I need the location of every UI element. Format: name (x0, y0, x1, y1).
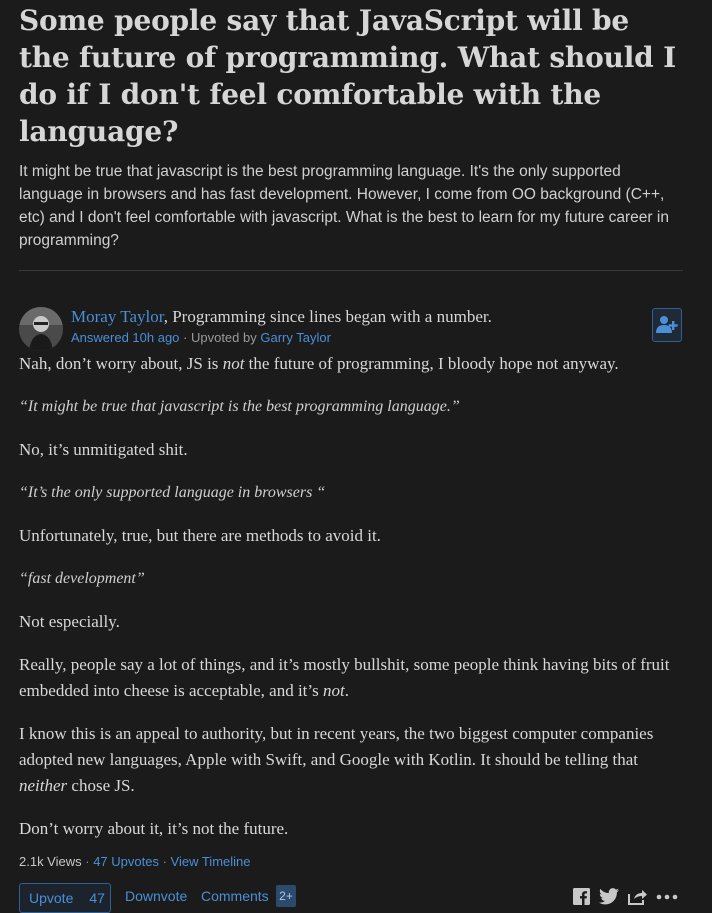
answer-paragraph: No, it’s unmitigated shit. (19, 440, 188, 459)
answer-quote: “fast development” (19, 570, 145, 587)
answered-time[interactable]: Answered 10h ago (71, 330, 180, 345)
answer-body (19, 351, 683, 842)
question-title[interactable]: Some people say that JavaScript will be the future of programming. What should I do if I don't feel comfortable with the language? (19, 4, 676, 148)
avatar-photo-icon (19, 307, 63, 351)
comments-count-badge[interactable]: 2+ (276, 885, 296, 907)
text-run: chose JS. (67, 776, 135, 795)
author-credential: , Programming since lines began with a number. (163, 307, 492, 326)
divider (19, 270, 683, 271)
text-run: I know this is an appeal to authority, but in recent years, the two biggest computer companies adopted new languages, Apple with Swift, and Google with Kotlin. It should be telling that (19, 724, 654, 769)
answer-paragraph: Not especially. (19, 612, 120, 631)
separator: · (158, 854, 171, 869)
comments-button[interactable]: Comments (201, 888, 269, 904)
share-bar (573, 888, 678, 905)
answer-quote: “It might be true that javascript is the best programming language.” (19, 398, 460, 415)
answer-header (19, 307, 683, 351)
upvote-label: Upvote (29, 890, 74, 906)
question-details: It might be true that javascript is the best programming language. It's the only supported language in browsers and has fast development. However, I come from OO background (C++, etc) and I don't feel comfortable with javascript. What is the best to learn for my future career in programming? (19, 163, 669, 249)
answer-quote: “It’s the only supported language in browsers “ (19, 484, 326, 501)
more-icon[interactable] (656, 894, 678, 900)
answer-actions (19, 883, 683, 913)
twitter-icon[interactable] (599, 888, 619, 905)
text-run: the future of programming, I bloody hope not anyway. (244, 354, 619, 373)
page (19, 0, 683, 913)
text-run: . (344, 681, 349, 700)
answer-paragraph (19, 721, 683, 799)
answer-paragraph (19, 351, 683, 377)
upvoted-by-prefix: · Upvoted by (179, 330, 261, 345)
emphasis: not (222, 354, 245, 373)
share-icon[interactable] (628, 888, 647, 905)
author-line (71, 306, 492, 328)
facebook-icon[interactable] (573, 888, 590, 905)
add-user-icon (656, 315, 678, 335)
separator: · (81, 854, 94, 869)
emphasis: neither (19, 776, 68, 795)
answer-stats (19, 853, 683, 871)
upvote-count: 47 (89, 890, 105, 906)
avatar[interactable] (19, 307, 63, 351)
view-timeline-link[interactable]: View Timeline (170, 854, 251, 869)
author-name[interactable]: Moray Taylor (71, 307, 164, 326)
views-count: 2.1k Views (19, 854, 82, 869)
follow-button[interactable] (652, 308, 682, 342)
text-run: Nah, don’t worry about, JS is (19, 354, 223, 373)
downvote-button[interactable]: Downvote (125, 888, 188, 904)
text-run: Really, people say a lot of things, and it’s mostly bullshit, some people think having bits of fruit embedded into cheese is acceptable, and it’s (19, 655, 670, 700)
upvote-button[interactable] (19, 883, 111, 913)
upvoter-name[interactable]: Garry Taylor (260, 330, 331, 345)
answer-paragraph: Unfortunately, true, but there are methods to avoid it. (19, 526, 381, 545)
emphasis: not (323, 681, 345, 700)
answer-paragraph (19, 652, 683, 704)
upvotes-link[interactable]: 47 Upvotes (93, 854, 159, 869)
answer-paragraph: Don’t worry about it, it’s not the future. (19, 819, 289, 838)
answer-meta (71, 329, 331, 347)
